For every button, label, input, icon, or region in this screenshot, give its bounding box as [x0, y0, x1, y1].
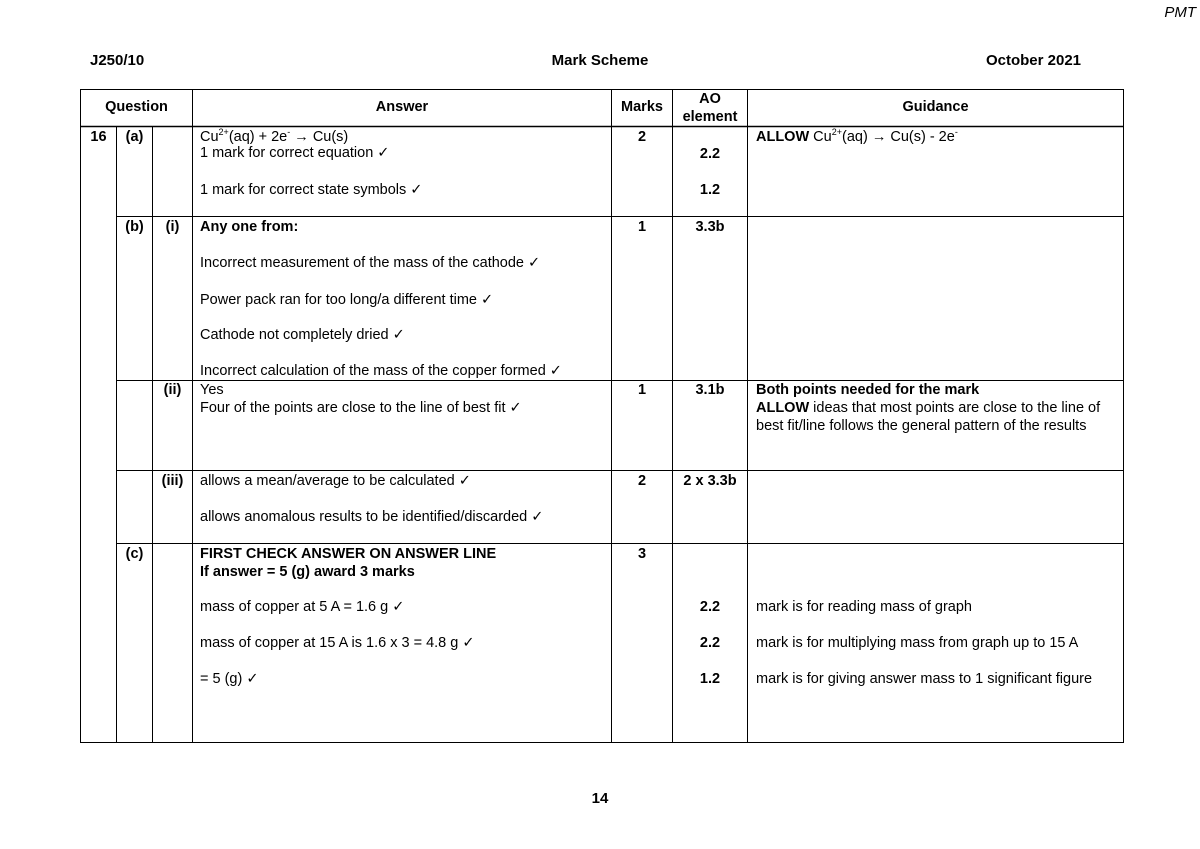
guidance-text: mark is for giving answer mass to 1 significant figure — [756, 671, 1093, 687]
answer-line: mass of copper at 5 A = 1.6 g ✓ — [200, 599, 405, 615]
header-guidance: Guidance — [902, 99, 969, 115]
answer-point: Incorrect calculation of the mass of the copper formed ✓ — [200, 363, 562, 379]
answer-line: mass of copper at 15 A is 1.6 x 3 = 4.8 g ✓ — [200, 635, 475, 651]
ao-value: 1.2 — [699, 182, 721, 198]
ao-value: 2.2 — [699, 599, 721, 615]
guidance-text: ALLOW $Cu^{2+}(aq) \to Cu(s) - 2e^-$ — [756, 127, 958, 145]
header-question: Question — [105, 99, 168, 115]
answer-point: Cathode not completely dried ✓ — [200, 327, 405, 343]
answer-heading: If answer = 5 (g) award 3 marks — [200, 564, 415, 580]
subpart-label-ii: (ii) — [163, 382, 182, 398]
ao-value: 3.3b — [695, 219, 725, 235]
marks-value: 2 — [637, 473, 647, 489]
part-label-a: (a) — [125, 129, 144, 145]
part-label-b: (b) — [125, 219, 144, 235]
ao-value: 3.1b — [695, 382, 725, 398]
ao-value: 2.2 — [699, 146, 721, 162]
paper-code: J250/10 — [90, 52, 145, 69]
subpart-label-iii: (iii) — [161, 473, 184, 489]
answer-line: Four of the points are close to the line of best fit ✓ — [200, 400, 522, 416]
equation: $Cu^{2+}(aq) + 2e^- \to Cu(s)$ — [200, 127, 349, 145]
marks-value: 2 — [637, 129, 647, 145]
answer-heading: Any one from: — [200, 219, 299, 235]
answer-line: allows anomalous results to be identified/discarded ✓ — [200, 509, 544, 525]
exam-date: October 2021 — [985, 52, 1081, 69]
answer-point: Power pack ran for too long/a different time ✓ — [200, 292, 494, 308]
guidance-text: mark is for reading mass of graph — [756, 599, 972, 615]
part-label-c: (c) — [125, 546, 144, 562]
ao-value: 2 x 3.3b — [683, 473, 737, 489]
answer-heading: FIRST CHECK ANSWER ON ANSWER LINE — [200, 546, 497, 562]
question-number: 16 — [90, 129, 107, 145]
marks-value: 1 — [637, 219, 647, 235]
guidance-text: mark is for multiplying mass from graph up to 15 A — [756, 635, 1079, 651]
answer-line: 1 mark for correct state symbols ✓ — [200, 182, 423, 198]
answer-line: = 5 (g) ✓ — [200, 671, 259, 687]
header-marks: Marks — [621, 99, 663, 115]
ao-value: 1.2 — [699, 671, 721, 687]
marks-value: 3 — [637, 546, 647, 562]
ao-value: 2.2 — [699, 635, 721, 651]
header-ao-line2: element — [682, 109, 738, 125]
answer-point: Incorrect measurement of the mass of the cathode ✓ — [200, 255, 541, 271]
guidance-text: ALLOW ideas that most points are close to the line of best fit/line follows the general pattern of the results — [756, 400, 1101, 434]
guidance-heading: Both points needed for the mark — [756, 382, 980, 398]
answer-line: allows a mean/average to be calculated ✓ — [200, 473, 471, 489]
answer-line: Yes — [200, 382, 224, 398]
answer-line: 1 mark for correct equation ✓ — [200, 145, 390, 161]
subpart-label-i: (i) — [165, 219, 180, 235]
page-number: 14 — [591, 790, 609, 807]
header-answer: Answer — [375, 99, 429, 115]
marks-value: 1 — [637, 382, 647, 398]
header-ao-line1: AO — [699, 91, 721, 107]
document-title: Mark Scheme — [551, 52, 649, 69]
pmt-watermark: PMT — [1164, 4, 1196, 21]
